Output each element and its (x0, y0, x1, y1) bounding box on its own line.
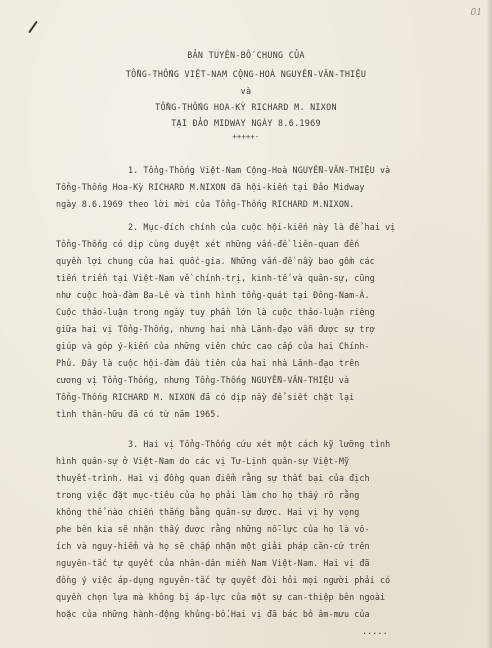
heading-separator: +++++- (232, 133, 260, 141)
paragraph-line: như cuộc hoà-đàm Ba-Lê và tình hình tổng-quát tại Đông-Nam-Á. (56, 290, 370, 300)
continuation-dots: ..... (362, 626, 388, 636)
heading-line-5: TẠI ĐẢO MIDWAY NGÀY 8.6.1969 (171, 118, 321, 128)
paragraph-line: phe bên kia sẽ nhận thấy được rằng những nỗ-lực của họ là vô- (56, 524, 370, 534)
paragraph-line: giúp và góp ý-kiến của những viên chức cao cấp của hai Chính- (56, 341, 370, 351)
page-edge-shadow (486, 0, 492, 648)
heading-line-4: TỔNG-THỐNG HOA-KỲ RICHARD M. NIXON (155, 102, 337, 112)
paragraph-line: đồng ý việc áp-dụng nguyên-tắc tự quyết đòi hỏi mọi người phải có (56, 575, 391, 585)
paragraph-line: cương vị Tổng-Thống, nhưng Tổng-Thống NGUYỄN-VĂN-THIỆU và (56, 375, 350, 385)
paragraph-line: 1. Tổng-Thống Việt-Nam Cộng-Hoà NGUYỄN-VĂN-THIỆU và (128, 165, 391, 175)
paragraph-line: Tổng-Thống RICHARD M. NIXON đã có dịp nầy để siết chặt lại (56, 392, 355, 402)
paragraph-line: hình quân-sự ở Việt-Nam do các vị Tư-Lịnh quân-sự Việt-Mỹ (56, 456, 350, 466)
paragraph-line: tiến triển tại Việt-Nam về chính-trị, kinh-tế và quân-sự, cũng (56, 273, 375, 283)
paragraph-line: ngày 8.6.1969 theo lời mời của Tổng-Thống RICHARD M.NIXON. (56, 199, 355, 209)
paragraph-line: giữa hai vị Tổng-Thống, nhưng hai nhà Lãnh-đạo vẫn được sự trợ (56, 324, 375, 334)
pen-mark (28, 21, 38, 34)
paragraph-line: 3. Hai vị Tổng-Thống cứu xét một cách kỹ lưỡng tình (128, 439, 391, 449)
paragraph-line: tình thân-hữu đã có từ năm 1965. (56, 409, 221, 419)
paragraph-line: quyền lợi chung của hai quốc-gia. Những vấn-đề nầy bao gồm các (56, 256, 375, 266)
paragraph-line: Cuộc thảo-luận trong ngày tuy phần lớn là cuộc thảo-luận riêng (56, 307, 375, 317)
paragraph-line: thuyết-trình. Hai vị đồng quan điểm rằng sự thất bại của địch (56, 473, 370, 483)
paragraph-line: ích và nguy-hiểm và họ sẽ chấp nhận một giải pháp căn-cứ trên (56, 541, 370, 551)
paragraph-line: Tổng-Thống có dịp cùng duyệt xét những vấn-đề liên-quan đến (56, 239, 360, 249)
paragraph-line: không thể nào chiến thắng bằng quân-sự được. Hai vị hy vọng (56, 507, 360, 517)
heading-line-1: BẢN TUYÊN-BỐ CHUNG CỦA (187, 50, 305, 60)
heading-line-2: TỔNG-THỐNG VIỆT-NAM CỘNG-HOÀ NGUYỄN-VĂN-THIỆU (125, 69, 367, 79)
paragraph-line: Phủ. Đây là cuộc hội-đàm đầu tiên của hai nhà Lãnh-đạo trên (56, 358, 360, 368)
page-number: 01 (470, 8, 482, 18)
paragraph-line: nguyên-tắc tự quyết của nhân-dân miền Nam Việt-Nam. Hai vị đã (56, 558, 370, 568)
paragraph-line: Tổng-Thống Hoa-Kỳ RICHARD M.NIXON đã hội-kiến tại Đảo Midway (56, 182, 365, 192)
paragraph-line: hoặc của những hành-động khủng-bố.Hai vị đã bác bỏ âm-mưu của (56, 609, 370, 619)
paragraph-line: 2. Mục-đích chính của cuộc hội-kiến này là để hai vị (128, 222, 396, 232)
heading-line-3: và (240, 86, 252, 96)
paragraph-line: trong việc đặt mục-tiêu của họ phải làm cho họ thấy rõ rằng (56, 490, 360, 500)
paragraph-line: quyền chọn lựa mà không bị áp-lực của một sự can-thiệp bên ngoài (56, 592, 386, 602)
